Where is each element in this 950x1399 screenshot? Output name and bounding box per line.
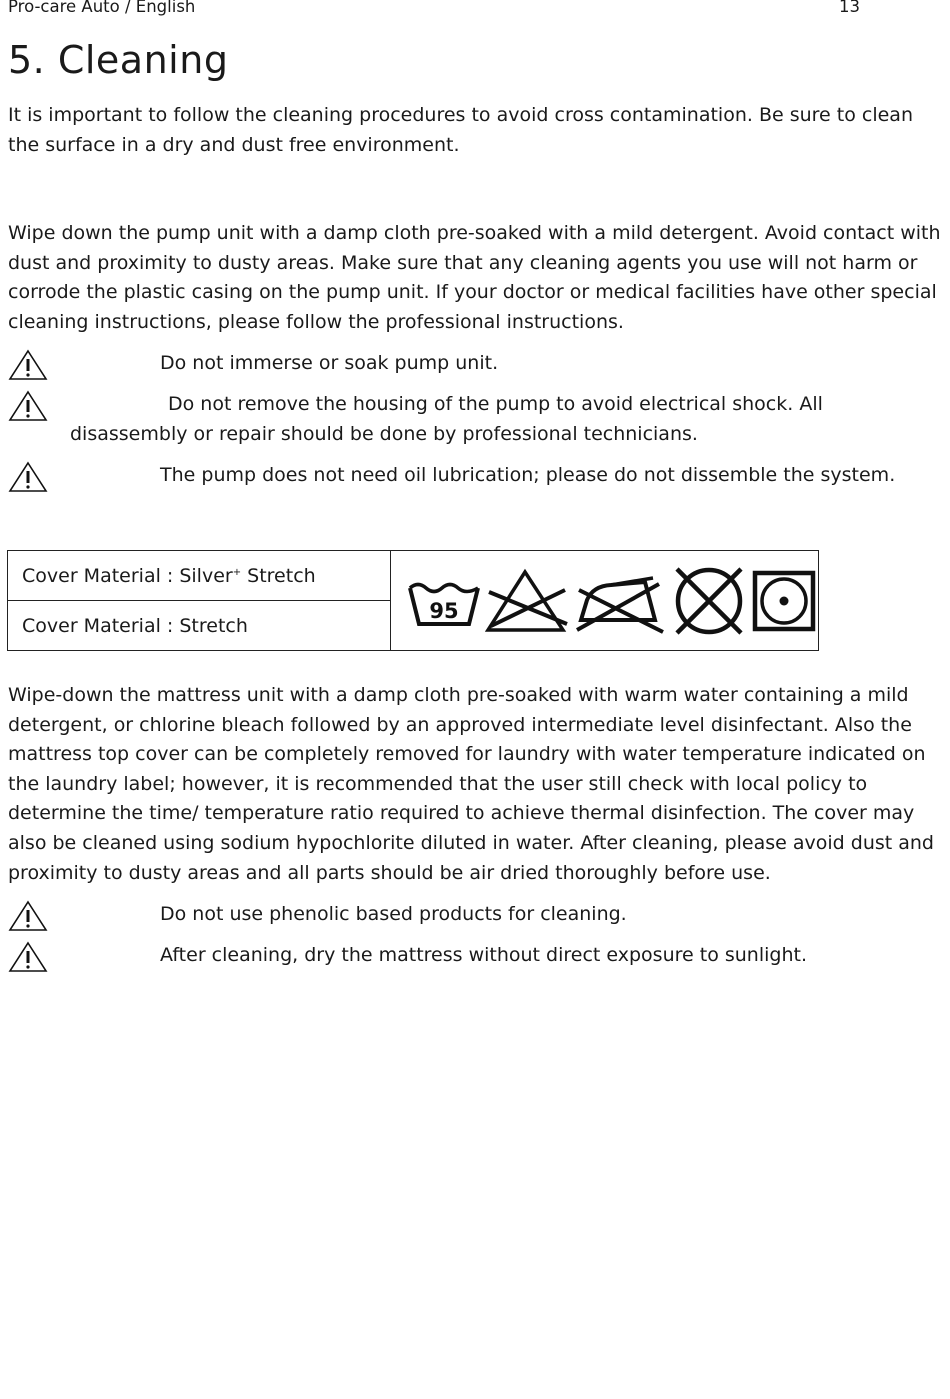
- svg-text:95: 95: [429, 598, 459, 623]
- no-dry-clean-icon: [671, 566, 747, 636]
- warning-icon: [8, 900, 48, 932]
- warning-row: [8, 390, 928, 449]
- no-bleach-icon: [485, 568, 569, 634]
- warning-icon: [8, 349, 48, 381]
- header-title: Pro-care Auto / English: [8, 0, 196, 16]
- intro-paragraph: It is important to follow the cleaning procedures to avoid cross contamination. Be sure to clean the surface in a dry and dust free environment.: [8, 104, 913, 156]
- section-title: 5. Cleaning: [8, 38, 229, 82]
- warning-row: [8, 349, 928, 379]
- warning-row: [8, 941, 928, 971]
- warning-icon: [8, 390, 48, 422]
- warning-row: [8, 900, 928, 930]
- cover-material-stretch: Cover Material : Stretch: [8, 601, 391, 651]
- page-number: 13: [839, 0, 860, 16]
- pump-paragraph: Wipe down the pump unit with a damp cloth pre-soaked with a mild detergent. Avoid contact with dust and proximity to dusty areas. Make sure that any cleaning agents you use will not harm or corrode the plastic casing on the pump unit. If your doctor or medical facilities have other special cleaning instructions, please follow the professional instructions.: [8, 222, 941, 333]
- warning-icon: [8, 941, 48, 973]
- warning-text-continued: disassembly or repair should be done by professional technicians.: [70, 422, 698, 445]
- warning-text: Do not immerse or soak pump unit.: [160, 352, 499, 374]
- warning-text: The pump does not need oil lubrication; please do not dissemble the system.: [160, 464, 896, 486]
- no-iron-icon: [573, 568, 667, 634]
- page-header: [8, 0, 860, 17]
- warning-text: Do not remove the housing of the pump to avoid electrical shock. All: [168, 393, 823, 415]
- tumble-dry-icon: [751, 570, 817, 632]
- warning-row: [8, 461, 928, 491]
- wash-95-icon: [407, 572, 481, 630]
- warning-text: Do not use phenolic based products for cleaning.: [160, 903, 627, 925]
- warning-text: After cleaning, dry the mattress without direct exposure to sunlight.: [160, 944, 807, 966]
- warning-icon: [8, 461, 48, 493]
- care-symbols-cell: [391, 551, 819, 651]
- cover-material-silver-stretch: Cover Material : Silver+ Stretch: [8, 551, 391, 601]
- cover-material-table: [7, 550, 819, 651]
- mattress-paragraph: Wipe-down the mattress unit with a damp cloth pre-soaked with warm water containing a mild detergent, or chlorine bleach followed by an approved intermediate level disinfectant. Also the mattress top cover can be completely removed for laundry with water temperature indicated on the laundry label; however, it is recommended that the user still check with local policy to determine the time/ temperature ratio required to achieve thermal disinfection. The cover may also be cleaned using sodium hypochlorite diluted in water. After cleaning, please avoid dust and proximity to dusty areas and all parts should be air dried thoroughly before use.: [8, 684, 934, 884]
